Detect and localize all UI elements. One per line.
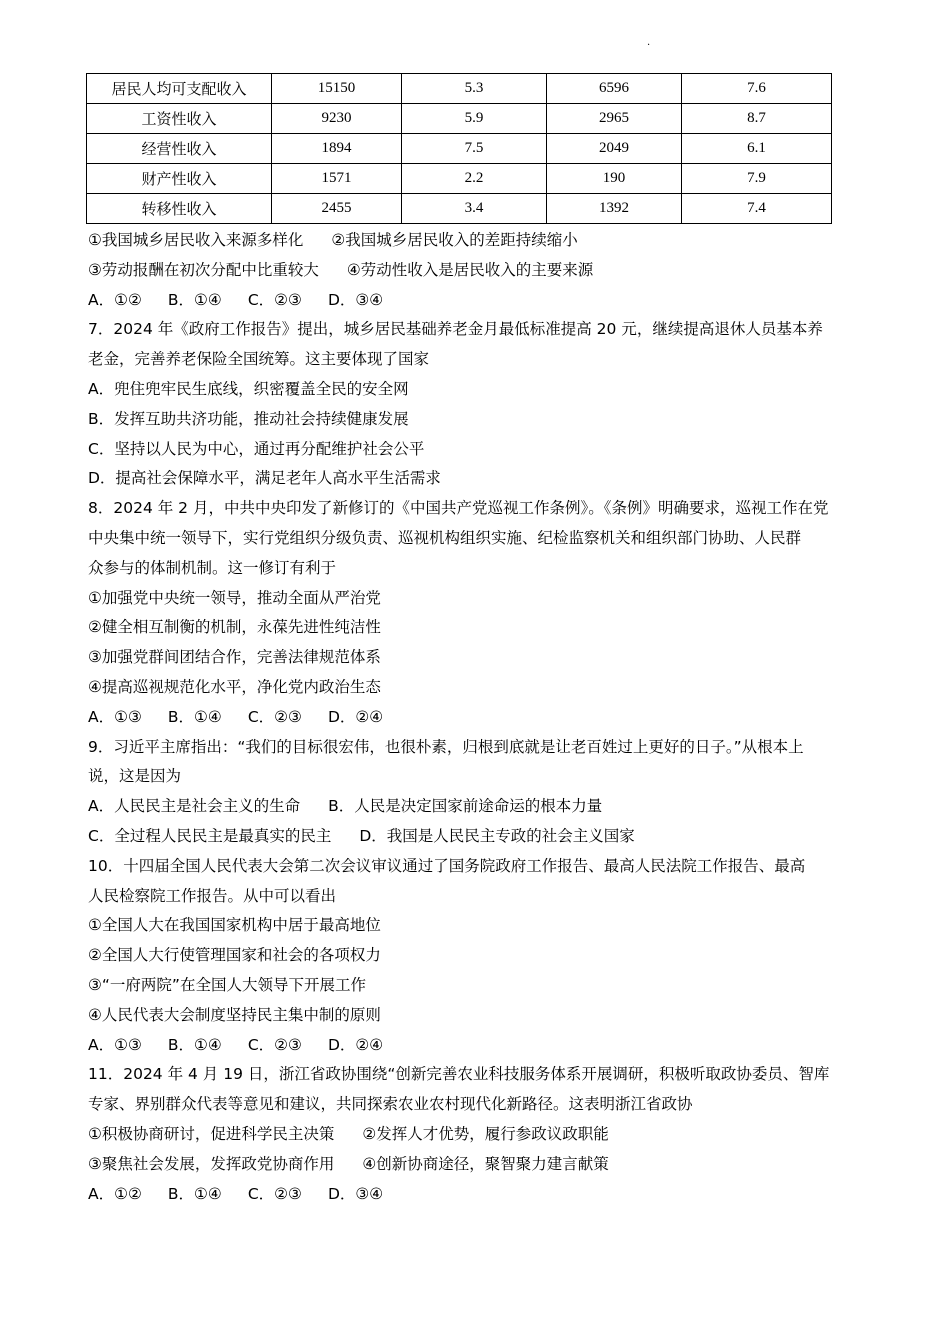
table-cell: 1392 bbox=[547, 194, 682, 224]
q6-option-d[interactable]: D．③④ bbox=[327, 290, 384, 309]
q11-statements-row-2 bbox=[88, 1150, 868, 1180]
table-row-label: 财产性收入 bbox=[87, 164, 272, 194]
q6-options bbox=[88, 286, 868, 316]
q7-stem-line-2: 老金，完善养老保险全国统筹。这主要体现了国家 bbox=[88, 350, 430, 369]
q6-statement-3: ③劳动报酬在初次分配中比重较大 bbox=[88, 260, 319, 279]
q6-statement-1: ①我国城乡居民收入来源多样化 bbox=[88, 231, 304, 249]
q11-option-c[interactable]: C．②③ bbox=[247, 1184, 302, 1203]
q8-stem-line-2: 中央集中统一领导下，实行党组织分级负责、巡视机构组织实施、纪检监察机关和组织部门协助、人民群 bbox=[88, 528, 802, 547]
table-cell: 1894 bbox=[272, 134, 402, 164]
q11-statement-4: ④创新协商途径，聚智聚力建言献策 bbox=[362, 1154, 609, 1173]
q10-option-b[interactable]: B．①④ bbox=[167, 1035, 222, 1054]
q8-option-a[interactable]: A．①③ bbox=[88, 707, 142, 726]
q8-option-c[interactable]: C．②③ bbox=[247, 707, 302, 726]
page-dot-mark: . bbox=[647, 37, 651, 48]
q11-stem-line-1: 11．2024 年 4 月 19 日，浙江省政协围绕“创新完善农业科技服务体系开展调研，积极听取政协委员、智库 bbox=[88, 1065, 830, 1084]
q11-statement-3: ③聚焦社会发展，发挥政党协商作用 bbox=[88, 1154, 335, 1173]
table-cell: 15150 bbox=[272, 74, 402, 104]
table-row bbox=[87, 104, 832, 134]
q10-option-d[interactable]: D．②④ bbox=[327, 1035, 384, 1054]
q11-option-a[interactable]: A．①② bbox=[88, 1184, 142, 1203]
q9-stem-line-2: 说，这是因为 bbox=[88, 767, 182, 786]
q11-statement-1: ①积极协商研讨，促进科学民主决策 bbox=[88, 1124, 335, 1143]
q8-stem-line-1: 8．2024 年 2 月，中共中央印发了新修订的《中国共产党巡视工作条例》。《条例》明确要求，巡视工作在党 bbox=[88, 499, 829, 518]
q7-option-c[interactable]: C．坚持以人民为中心，通过再分配维护社会公平 bbox=[88, 439, 425, 458]
q7-option-b[interactable]: B．发挥互助共济功能，推动社会持续健康发展 bbox=[88, 409, 409, 428]
table-cell: 2.2 bbox=[402, 164, 547, 194]
table-cell: 8.7 bbox=[682, 104, 832, 134]
table-row bbox=[87, 134, 832, 164]
q9-stem-line-1: 9．习近平主席指出：“我们的目标很宏伟，也很朴素，归根到底就是让老百姓过上更好的日子。”从根本上 bbox=[88, 737, 804, 756]
table-row-label: 转移性收入 bbox=[87, 194, 272, 224]
table-row-label: 工资性收入 bbox=[87, 104, 272, 134]
q6-statements-row-2 bbox=[88, 256, 868, 286]
q9-options-row-1 bbox=[88, 792, 868, 822]
table-cell: 7.4 bbox=[682, 194, 832, 224]
q7-option-a[interactable]: A．兜住兜牢民生底线，织密覆盖全民的安全网 bbox=[88, 379, 409, 398]
q6-option-c[interactable]: C．②③ bbox=[247, 290, 302, 309]
q10-stem-line-1: 10．十四届全国人民代表大会第二次会议审议通过了国务院政府工作报告、最高人民法院工作报告、最高 bbox=[88, 856, 806, 875]
table-cell: 2049 bbox=[547, 134, 682, 164]
q10-statement-3: ③“一府两院”在全国人大领导下开展工作 bbox=[88, 975, 366, 994]
table-row bbox=[87, 74, 832, 104]
table-cell: 6.1 bbox=[682, 134, 832, 164]
table-cell: 190 bbox=[547, 164, 682, 194]
q10-option-a[interactable]: A．①③ bbox=[88, 1035, 142, 1054]
q11-options bbox=[88, 1180, 868, 1210]
q10-statement-4: ④人民代表大会制度坚持民主集中制的原则 bbox=[88, 1005, 381, 1024]
q8-stem-line-3: 众参与的体制机制。这一修订有利于 bbox=[88, 558, 337, 577]
q10-statement-1: ①全国人大在我国国家机构中居于最高地位 bbox=[88, 916, 381, 935]
q10-statement-2: ②全国人大行使管理国家和社会的各项权力 bbox=[88, 946, 381, 965]
table-cell: 6596 bbox=[547, 74, 682, 104]
q11-statement-2: ②发挥人才优势，履行参政议政职能 bbox=[362, 1124, 609, 1143]
q6-statement-4: ④劳动性收入是居民收入的主要来源 bbox=[346, 260, 594, 279]
q6-option-a[interactable]: A．①② bbox=[88, 290, 142, 309]
q10-options bbox=[88, 1031, 868, 1061]
q9-option-b[interactable]: B．人民是决定国家前途命运的根本力量 bbox=[328, 797, 603, 816]
q8-option-d[interactable]: D．②④ bbox=[327, 707, 384, 726]
q10-stem-line-2: 人民检察院工作报告。从中可以看出 bbox=[88, 886, 337, 905]
q6-statements-row-1 bbox=[88, 226, 868, 256]
table-cell: 3.4 bbox=[402, 194, 547, 224]
q7-option-d[interactable]: D．提高社会保障水平，满足老年人高水平生活需求 bbox=[88, 469, 441, 488]
table-cell: 7.9 bbox=[682, 164, 832, 194]
table-cell: 2455 bbox=[272, 194, 402, 224]
q8-statement-2: ②健全相互制衡的机制，永葆先进性纯洁性 bbox=[88, 618, 381, 637]
q8-option-b[interactable]: B．①④ bbox=[167, 707, 222, 726]
q8-statement-1: ①加强党中央统一领导，推动全面从严治党 bbox=[88, 588, 381, 607]
table-row bbox=[87, 194, 832, 224]
income-table bbox=[86, 73, 832, 224]
q8-options bbox=[88, 703, 868, 733]
table-cell: 7.5 bbox=[402, 134, 547, 164]
q6-option-b[interactable]: B．①④ bbox=[167, 290, 222, 309]
table-cell: 5.9 bbox=[402, 104, 547, 134]
table-cell: 9230 bbox=[272, 104, 402, 134]
table-cell: 5.3 bbox=[402, 74, 547, 104]
q9-option-c[interactable]: C．全过程人民民主是最真实的民主 bbox=[88, 826, 332, 845]
q7-stem-line-1: 7．2024 年《政府工作报告》提出，城乡居民基础养老金月最低标准提高 20 元，继续提高退休人员基本养 bbox=[88, 320, 823, 339]
q9-options-row-2 bbox=[88, 822, 868, 852]
q8-statement-3: ③加强党群间团结合作，完善法律规范体系 bbox=[88, 648, 381, 667]
q11-statements-row-1 bbox=[88, 1120, 868, 1150]
q9-option-d[interactable]: D．我国是人民民主专政的社会主义国家 bbox=[359, 826, 635, 845]
table-cell: 1571 bbox=[272, 164, 402, 194]
q9-option-a[interactable]: A．人民民主是社会主义的生命 bbox=[88, 797, 301, 816]
q11-option-b[interactable]: B．①④ bbox=[167, 1184, 222, 1203]
table-cell: 2965 bbox=[547, 104, 682, 134]
q11-option-d[interactable]: D．③④ bbox=[327, 1184, 384, 1203]
q11-stem-line-2: 专家、界别群众代表等意见和建议，共同探索农业农村现代化新路径。这表明浙江省政协 bbox=[88, 1095, 693, 1114]
question-content bbox=[88, 226, 868, 1209]
table-row-label: 居民人均可支配收入 bbox=[87, 74, 272, 104]
table-row-label: 经营性收入 bbox=[87, 134, 272, 164]
q6-statement-2: ②我国城乡居民收入的差距持续缩小 bbox=[331, 231, 578, 249]
table-cell: 7.6 bbox=[682, 74, 832, 104]
table-row bbox=[87, 164, 832, 194]
q10-option-c[interactable]: C．②③ bbox=[247, 1035, 302, 1054]
q8-statement-4: ④提高巡视规范化水平，净化党内政治生态 bbox=[88, 677, 381, 696]
